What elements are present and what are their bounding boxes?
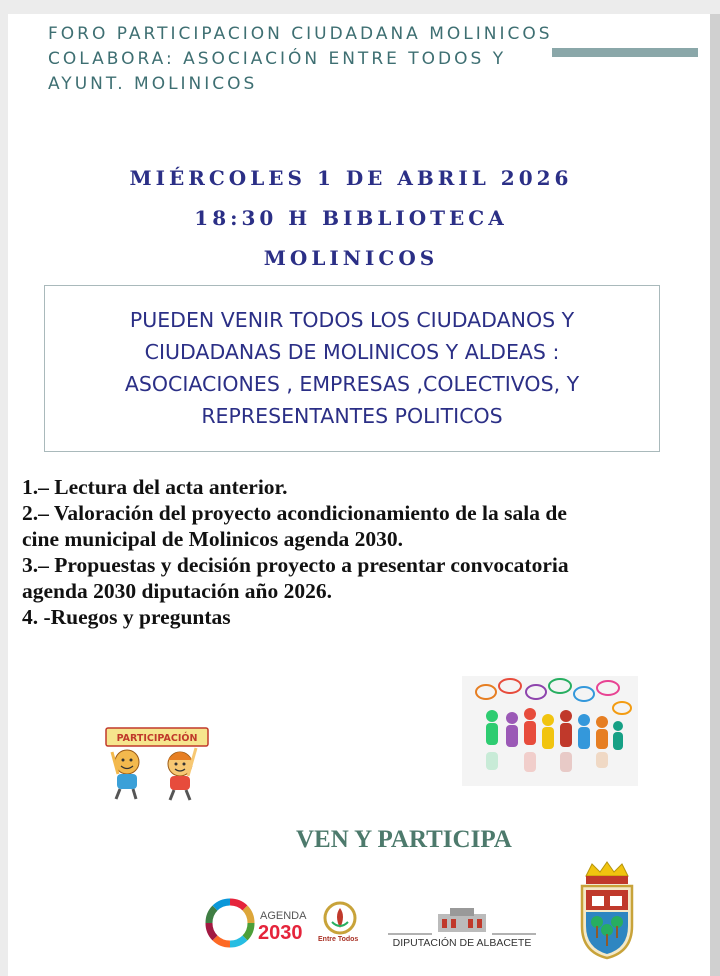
- agenda-line: 2.– Valoración del proyecto acondicionamiento de la sala de: [22, 501, 567, 525]
- invitation-box: [44, 285, 660, 452]
- invitation-line: REPRESENTANTES POLITICOS: [201, 404, 503, 428]
- invitation-text: [45, 304, 659, 432]
- entre-todos-logo-icon: [322, 900, 358, 936]
- invitation-line: ASOCIACIONES , EMPRESAS ,COLECTIVOS, Y: [124, 372, 580, 396]
- header-line: AYUNT. MOLINICOS: [48, 74, 258, 94]
- agenda-2030-wheel-icon: [205, 898, 255, 948]
- diputacion-label: DIPUTACIÓN DE ALBACETE: [392, 937, 532, 949]
- participacion-kids-illustration: [100, 724, 218, 802]
- people-discussion-illustration: [462, 676, 638, 786]
- agenda-list: [22, 474, 702, 630]
- participacion-sign-text: PARTICIPACIÓN: [116, 733, 198, 744]
- header-line: FORO PARTICIPACION CIUDADANA MOLINICOS: [48, 24, 553, 44]
- page-edge: [710, 14, 720, 976]
- invitation-line: CIUDADANAS DE MOLINICOS Y ALDEAS :: [144, 340, 560, 364]
- agenda-logo-word: AGENDA: [260, 910, 307, 922]
- diputacion-building-icon: [388, 906, 536, 936]
- call-to-action: VEN Y PARTICIPA: [296, 826, 512, 853]
- event-town: MOLINICOS: [263, 246, 439, 270]
- agenda-line: 4. -Ruegos y preguntas: [22, 605, 231, 629]
- agenda-line: 3.– Propuestas y decisión proyecto a presentar convocatoria: [22, 553, 569, 577]
- entre-todos-label: Entre Todos: [318, 936, 359, 943]
- invitation-line: PUEDEN VENIR TODOS LOS CIUDADANOS Y: [129, 308, 575, 332]
- event-date: MIÉRCOLES 1 DE ABRIL 2026: [129, 166, 573, 190]
- event-time-place: 18:30 H BIBLIOTECA: [194, 206, 508, 230]
- agenda-line: cine municipal de Molinicos agenda 2030.: [22, 527, 404, 551]
- organizer-header: [48, 22, 688, 97]
- agenda-line: agenda 2030 diputación año 2026.: [22, 579, 333, 603]
- molinicos-coat-of-arms-icon: [578, 860, 636, 960]
- agenda-line: 1.– Lectura del acta anterior.: [22, 475, 288, 499]
- header-line: COLABORA: ASOCIACIÓN ENTRE TODOS Y: [48, 49, 507, 69]
- agenda-logo-year: 2030: [258, 922, 303, 944]
